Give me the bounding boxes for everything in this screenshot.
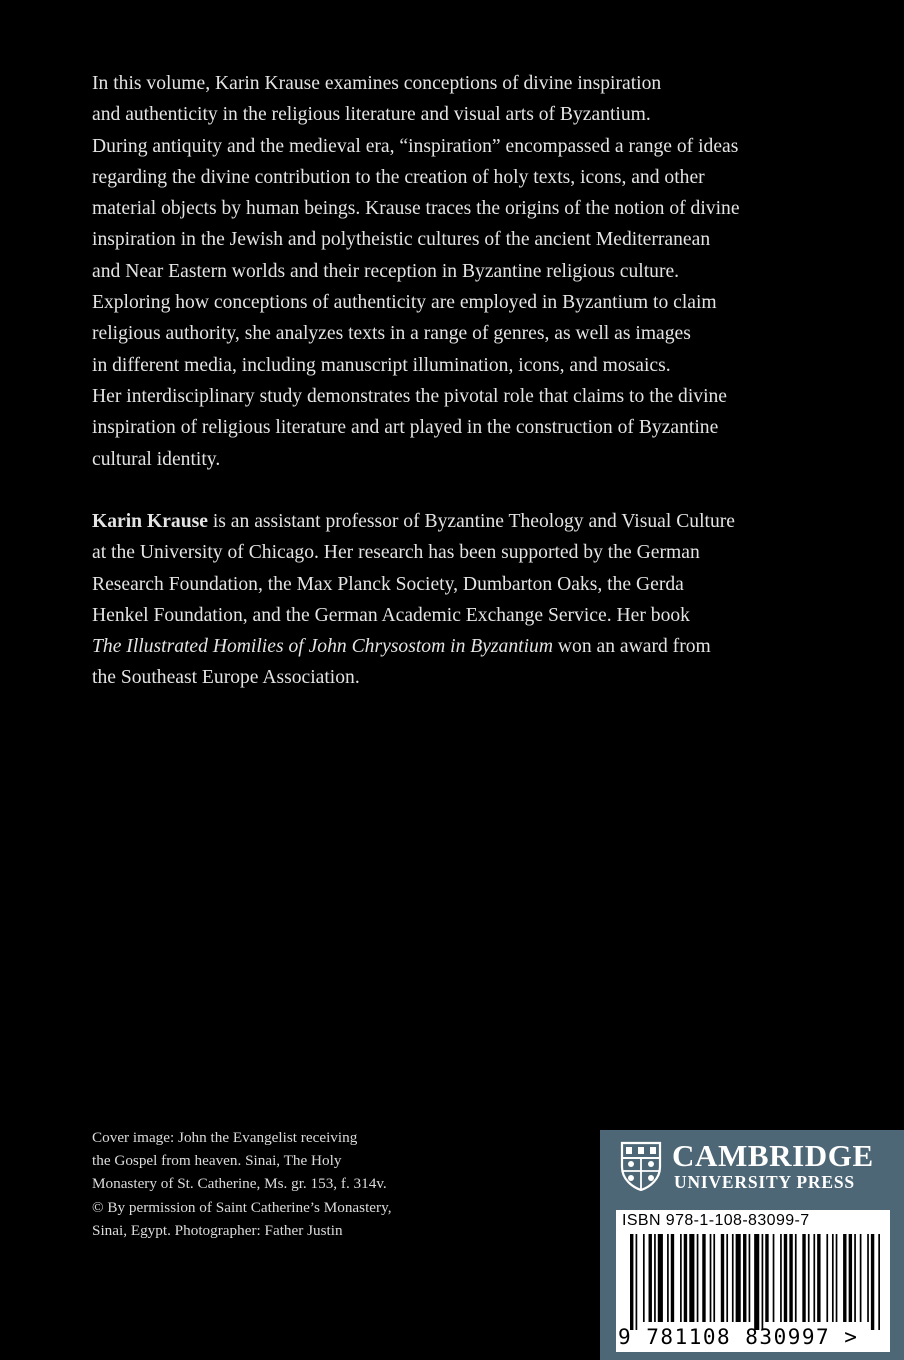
barcode-bar — [773, 1234, 775, 1322]
barcode-bar — [789, 1234, 792, 1322]
barcode-bar — [658, 1234, 663, 1322]
description-line: inspiration of religious literature and art played in the construction of Byzantine — [92, 417, 719, 439]
bio-line: the Southeast Europe Association. — [92, 667, 360, 689]
barcode-bar — [649, 1234, 652, 1322]
barcode-bars — [630, 1234, 882, 1330]
description-line: in different media, including manuscript illumination, icons, and mosaics. — [92, 354, 671, 376]
publisher-name-line1: CAMBRIDGE — [672, 1138, 874, 1173]
author-bio — [92, 506, 772, 694]
barcode-bar — [765, 1234, 768, 1322]
barcode-bar — [849, 1234, 852, 1322]
barcode-bar — [780, 1234, 782, 1322]
barcode-bar — [667, 1234, 669, 1322]
barcode-bar — [860, 1234, 862, 1322]
credit-line: the Gospel from heaven. Sinai, The Holy — [92, 1152, 342, 1170]
description-line: inspiration in the Jewish and polytheistic cultures of the ancient Mediterranean — [92, 229, 711, 251]
barcode-bar — [697, 1234, 699, 1322]
description-line: material objects by human beings. Krause traces the origins of the notion of divine — [92, 198, 740, 220]
description-line: cultural identity. — [92, 448, 221, 470]
barcode-bar — [836, 1234, 838, 1322]
barcode-bar — [689, 1234, 694, 1322]
barcode-bar — [817, 1234, 820, 1322]
publisher-panel — [600, 1130, 904, 1360]
barcode-bar — [867, 1234, 869, 1322]
bio-line: Henkel Foundation, and the German Academic Exchange Service. Her book — [92, 604, 690, 626]
bio-line: Research Foundation, the Max Planck Society, Dumbarton Oaks, the Gerda — [92, 573, 684, 595]
barcode-bar — [726, 1234, 728, 1322]
credit-line: Sinai, Egypt. Photographer: Father Justin — [92, 1221, 343, 1239]
barcode-bar — [654, 1234, 656, 1322]
barcode-bar — [671, 1234, 674, 1322]
book-description — [92, 68, 772, 475]
isbn-barcode — [616, 1210, 890, 1352]
description-line: Her interdisciplinary study demonstrates the pivotal role that claims to the divine — [92, 385, 728, 407]
barcode-bar — [636, 1234, 638, 1330]
description-line: and authenticity in the religious literature and visual arts of Byzantium. — [92, 104, 651, 126]
book-title: The Illustrated Homilies of John Chrysostom in Byzantium — [92, 636, 553, 658]
description-line: During antiquity and the medieval era, “inspiration” encompassed a range of ideas — [92, 135, 739, 157]
bio-text: won an award from — [552, 636, 711, 658]
cover-image-credit — [92, 1126, 452, 1242]
barcode-bar — [762, 1234, 764, 1330]
barcode-bar — [826, 1234, 828, 1322]
author-name: Karin Krause — [92, 511, 208, 532]
credit-line: © By permission of Saint Catherine’s Monastery, — [92, 1198, 392, 1216]
barcode-bar — [878, 1234, 880, 1330]
barcode-bar — [871, 1234, 874, 1330]
bio-line: at the University of Chicago. Her research has been supported by the German — [92, 542, 700, 564]
description-line: religious authority, she analyzes texts in a range of genres, as well as images — [92, 323, 691, 345]
publisher-name-line2: UNIVERSITY PRESS — [674, 1172, 855, 1192]
barcode-bar — [832, 1234, 834, 1322]
barcode-bar — [854, 1234, 856, 1322]
barcode-bar — [732, 1234, 734, 1322]
description-line: In this volume, Karin Krause examines conceptions of divine inspiration — [92, 73, 662, 94]
barcode-bar — [802, 1234, 805, 1322]
publisher-logo — [620, 1140, 874, 1192]
credit-line: Cover image: John the Evangelist receiving — [92, 1129, 358, 1146]
barcode-bar — [813, 1234, 815, 1322]
barcode-bar — [710, 1234, 712, 1322]
barcode-bar — [684, 1234, 687, 1322]
barcode-bar — [784, 1234, 787, 1322]
barcode-bar — [736, 1234, 741, 1322]
bio-text: is an assistant professor of Byzantine Theology and Visual Culture — [207, 511, 735, 532]
barcode-bar — [749, 1234, 751, 1322]
barcode-bar — [630, 1234, 633, 1330]
barcode-bar — [795, 1234, 797, 1322]
barcode-bar — [743, 1234, 746, 1322]
description-line: Exploring how conceptions of authenticity are employed in Byzantium to claim — [92, 292, 717, 314]
credit-line: Monastery of St. Catherine, Ms. gr. 153, f. 314v. — [92, 1175, 387, 1193]
barcode-bar — [754, 1234, 759, 1330]
barcode-bar — [643, 1234, 645, 1322]
isbn-label: ISBN 978-1-108-83099-7 — [622, 1212, 810, 1229]
barcode-bar — [680, 1234, 682, 1322]
bio-line — [92, 631, 772, 662]
barcode-bar — [808, 1234, 810, 1322]
cambridge-shield-icon — [620, 1141, 662, 1191]
barcode-bar — [702, 1234, 705, 1322]
barcode-bar — [721, 1234, 724, 1322]
barcode-digits: 9 781108 830997 > — [618, 1325, 859, 1349]
barcode-bar — [843, 1234, 846, 1322]
barcode-bar — [713, 1234, 715, 1322]
description-line: and Near Eastern worlds and their reception in Byzantine religious culture. — [92, 260, 680, 282]
publisher-name — [672, 1140, 874, 1192]
bio-line — [92, 506, 772, 537]
description-line: regarding the divine contribution to the creation of holy texts, icons, and other — [92, 166, 705, 188]
